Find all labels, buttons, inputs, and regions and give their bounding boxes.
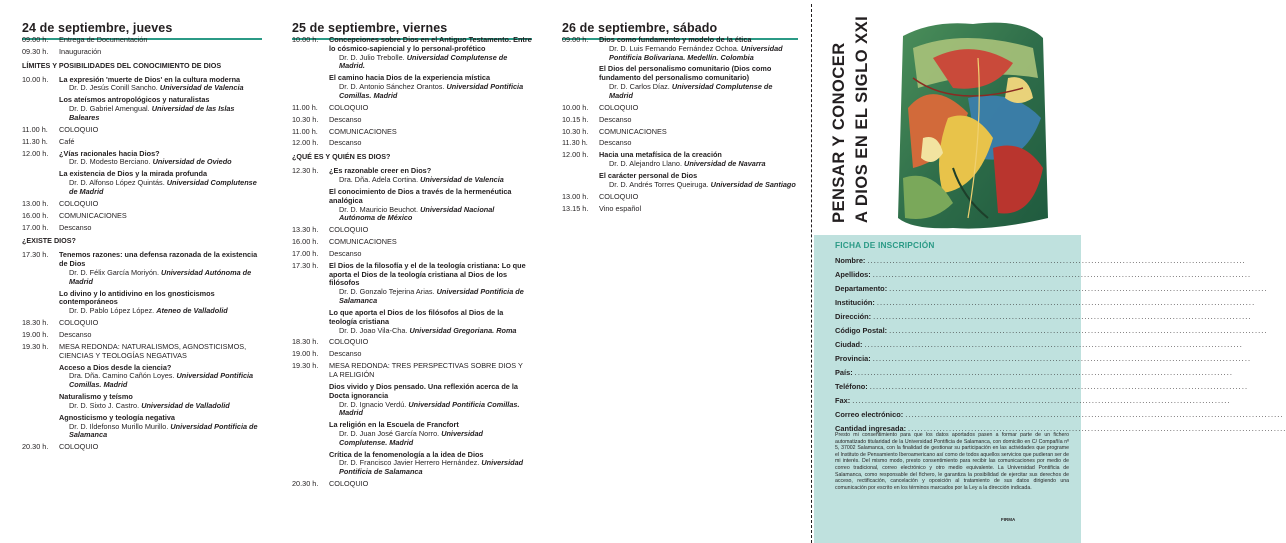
item-speaker bbox=[59, 158, 262, 167]
item-time bbox=[562, 172, 599, 190]
item-time: 19.00 h. bbox=[292, 349, 319, 359]
speaker-name: Dr. D. Gonzalo Tejerina Arias. bbox=[339, 287, 435, 297]
item-time: 09.00 h. bbox=[562, 35, 589, 44]
speaker-institution: Universidad Pontificia de Salamanca bbox=[339, 287, 524, 306]
speaker-institution: Universidad Gregoriana. Roma bbox=[409, 325, 517, 335]
speaker-name: Dr. D. Pablo López López. bbox=[69, 306, 155, 316]
speaker-institution: Universidad Pontificia Bolivariana. Medellín. Colombia bbox=[609, 43, 783, 62]
item-time: 18.30 h. bbox=[292, 337, 319, 347]
form-field-label: Nombre: bbox=[835, 256, 866, 265]
item-title: Descanso bbox=[59, 222, 92, 232]
item-time: 10.15 h. bbox=[562, 114, 589, 124]
schedule-item bbox=[22, 251, 262, 286]
item-speaker bbox=[59, 105, 262, 123]
item-time: 13.15 h. bbox=[562, 203, 589, 213]
cover-title-line1: PENSAR Y CONOCER bbox=[830, 42, 848, 223]
schedule-item bbox=[292, 238, 532, 247]
item-title: Descanso bbox=[329, 138, 362, 148]
schedule-item bbox=[292, 116, 532, 125]
schedule-item bbox=[292, 383, 532, 418]
day-column-friday bbox=[292, 0, 532, 492]
item-title: Descanso bbox=[329, 349, 362, 359]
form-title: FICHA DE INSCRIPCIÓN bbox=[835, 240, 935, 250]
item-time: 09.30 h. bbox=[22, 46, 49, 56]
item-speaker bbox=[599, 83, 798, 101]
speaker-name: Dr. D. Joao Vila-Cha. bbox=[339, 325, 408, 335]
form-field-blank[interactable]: ........................................................................................................................ bbox=[873, 312, 1252, 321]
speaker-name: Dr. D. Luis Fernando Fernández Ochoa. bbox=[609, 43, 739, 53]
item-time: 11.00 h. bbox=[22, 124, 48, 134]
speaker-name: Dr. D. Andrés Torres Queiruga. bbox=[609, 179, 709, 189]
form-field[interactable] bbox=[835, 368, 1234, 377]
day-column-saturday bbox=[562, 0, 798, 216]
schedule-item bbox=[562, 104, 798, 113]
item-speaker bbox=[59, 372, 262, 390]
schedule-item bbox=[22, 138, 262, 147]
schedule-item bbox=[562, 36, 798, 62]
item-title: Descanso bbox=[329, 248, 362, 258]
schedule-item bbox=[562, 193, 798, 202]
speaker-institution: Universidad Pontificia de Salamanca bbox=[339, 458, 524, 477]
form-field-label: Teléfono: bbox=[835, 382, 868, 391]
item-title: Naturalismo y teísmo bbox=[59, 392, 133, 402]
item-title: ¿Es razonable creer en Dios? bbox=[329, 166, 432, 176]
item-title: COLOQUIO bbox=[59, 124, 99, 134]
item-time: 19.30 h. bbox=[292, 361, 319, 371]
speaker-name: Dr. D. Alfonso López Quintás. bbox=[69, 178, 165, 188]
form-field[interactable] bbox=[835, 396, 1231, 405]
section-heading: LÍMITES Y POSIBILIDADES DEL CONOCIMIENTO DE DIOS bbox=[22, 60, 222, 70]
form-field-label: País: bbox=[835, 368, 853, 377]
item-title: COLOQUIO bbox=[59, 198, 99, 208]
speaker-institution: Universidad Complutense de Madrid bbox=[69, 178, 257, 196]
form-field-blank[interactable]: ........................................................................................................................ bbox=[852, 396, 1231, 405]
form-field-blank[interactable]: ........................................................................................................................ bbox=[867, 256, 1246, 265]
item-time bbox=[22, 364, 59, 390]
item-time bbox=[292, 188, 329, 223]
form-field-blank[interactable]: ........................................................................................................................ bbox=[869, 382, 1249, 391]
form-field[interactable] bbox=[835, 340, 1243, 349]
item-title: Lo divino y lo antidivino en los gnosticismos contemporáneos bbox=[59, 288, 215, 307]
day-title: 26 de septiembre, sábado bbox=[562, 0, 798, 36]
form-field-label: Departamento: bbox=[835, 284, 888, 293]
item-time: 17.00 h. bbox=[292, 248, 319, 258]
item-title: COMUNICACIONES bbox=[329, 126, 397, 136]
speaker-institution: Universidad de Valladolid bbox=[141, 400, 230, 410]
speaker-name: Dr. D. Sixto J. Castro. bbox=[69, 400, 140, 410]
form-field-label: Apellidos: bbox=[835, 270, 871, 279]
item-title: Dios como fundamento y modelo de la ética bbox=[599, 35, 752, 44]
item-time: 20.30 h. bbox=[292, 479, 319, 489]
form-field[interactable] bbox=[835, 312, 1252, 321]
item-speaker bbox=[329, 83, 532, 101]
item-time: 13.30 h. bbox=[292, 225, 319, 235]
form-field-label: Cantidad ingresada: bbox=[835, 424, 907, 433]
item-time bbox=[292, 451, 329, 477]
item-title: El carácter personal de Dios bbox=[599, 171, 698, 181]
schedule-item bbox=[292, 480, 532, 489]
speaker-institution: Universidad Complutense de Madrid. bbox=[339, 52, 508, 71]
speaker-name: Dr. D. Félix García Moriyón. bbox=[69, 267, 160, 277]
item-title: Crítica de la fenomenología a la idea de Dios bbox=[329, 449, 484, 459]
item-time: 12.00 h. bbox=[22, 148, 49, 158]
schedule-item bbox=[562, 139, 798, 148]
speaker-name: Dra. Dña. Camino Cañón Loyes. bbox=[69, 371, 175, 381]
schedule-item bbox=[292, 262, 532, 306]
item-title: El Dios de la filosofía y el de la teología cristiana: Lo que aporta el Dios de la teología cristiana al Dios de los filósofos bbox=[329, 260, 526, 288]
speaker-name: Dr. D. Alejandro Llano. bbox=[609, 159, 683, 169]
form-field-blank[interactable]: ........................................................................................................................ bbox=[889, 284, 1268, 293]
form-field-label: Fax: bbox=[835, 396, 851, 405]
legal-notice: Presto mi consentimiento para que los datos aportados pasen a formar parte de un fichero automatizado titularidad de la Universidad Pontificia de Salamanca, con domicilio en C/ Compañía nº 5, 37002 Salamanca, con la finalidad de gestionar su participación en las actividades que programe el Instituto de Pensamiento Iberoamericano así como de todos aquellos servicios que pudieran ser de mi interés. Del mismo modo, presto consentimiento para recibir las comunicaciones por medio de correo tradicional, correo electrónico y otro medio equivalente. La Universidad Pontificia de Salamanca, como responsable del fichero, le garantiza la posibilidad de ejercitar sus derechos de acceso, rectificación, cancelación y oposición al tratamiento de sus datos dirigiendo una comunicación por escrito en los términos marcados por la Ley a la dirección indicada. bbox=[835, 432, 1069, 491]
form-field-label: Provincia: bbox=[835, 354, 871, 363]
item-speaker bbox=[329, 54, 532, 72]
speaker-institution: Universidad de Valencia bbox=[159, 83, 244, 93]
cover-artwork-image bbox=[893, 18, 1050, 231]
schedule-item bbox=[292, 451, 532, 477]
speaker-institution: Universidad de las Islas Baleares bbox=[69, 104, 235, 122]
schedule-item bbox=[292, 338, 532, 347]
schedule-item bbox=[562, 116, 798, 125]
item-title: COLOQUIO bbox=[329, 337, 369, 347]
item-title: COMUNICACIONES bbox=[329, 237, 397, 247]
form-field[interactable] bbox=[835, 410, 1284, 419]
form-field[interactable] bbox=[835, 326, 1268, 335]
item-speaker bbox=[59, 269, 262, 287]
item-speaker bbox=[59, 423, 262, 441]
item-time: 11.00 h. bbox=[292, 126, 318, 136]
item-time: 10.30 h. bbox=[292, 114, 319, 124]
speaker-institution: Universidad Pontificia de Salamanca bbox=[69, 421, 258, 440]
item-title: COLOQUIO bbox=[329, 225, 369, 235]
cover-title-line2: A DIOS EN EL SIGLO XXI bbox=[853, 15, 871, 223]
speaker-institution: Universidad de Santiago bbox=[710, 179, 796, 189]
speaker-institution: Universidad Complutense de Madrid bbox=[609, 82, 773, 100]
section-heading: ¿QUÉ ES Y QUIÉN ES DIOS? bbox=[292, 152, 391, 162]
speaker-institution: Universidad Complutense. Madrid bbox=[339, 428, 483, 447]
item-title: Vino español bbox=[599, 203, 642, 213]
form-field-blank[interactable]: ........................................................................................................................ bbox=[908, 424, 1286, 433]
schedule-item bbox=[22, 48, 262, 57]
item-title: La existencia de Dios y la mirada profunda bbox=[59, 169, 208, 179]
schedule-item bbox=[22, 393, 262, 411]
item-title: Inauguración bbox=[59, 46, 102, 56]
item-speaker bbox=[329, 288, 532, 306]
item-time: 11.30 h. bbox=[562, 138, 588, 148]
item-time bbox=[562, 65, 599, 100]
item-title: MESA REDONDA: NATURALISMOS, AGNOSTICISMOS, CIENCIAS Y TEOLOGÍAS NEGATIVAS bbox=[59, 341, 247, 360]
schedule-item bbox=[22, 212, 262, 221]
day-column-thursday bbox=[22, 0, 262, 455]
schedule-item bbox=[22, 170, 262, 196]
signature-label: FIRMA bbox=[1001, 517, 1016, 522]
speaker-name: Dr. D. Carlos Díaz. bbox=[609, 82, 670, 92]
schedule-item bbox=[22, 200, 262, 209]
item-title: Concepciones sobre Dios en el Antiguo Testamento. Entre lo cósmico-sapiencial y lo personal-profético bbox=[329, 35, 532, 53]
item-title: Descanso bbox=[599, 138, 632, 148]
registration-form bbox=[814, 235, 1286, 543]
item-speaker bbox=[599, 160, 798, 169]
speaker-name: Dr. D. Gabriel Amengual. bbox=[69, 104, 150, 114]
form-field-blank[interactable]: ........................................................................................................................ bbox=[854, 368, 1234, 377]
schedule-item bbox=[22, 331, 262, 340]
form-field-blank[interactable]: ........................................................................................................................ bbox=[864, 340, 1243, 349]
item-time: 17.30 h. bbox=[292, 260, 319, 270]
schedule-item bbox=[292, 226, 532, 235]
speaker-name: Dr. D. Julio Trebolle. bbox=[339, 52, 405, 62]
item-time: 16.00 h. bbox=[22, 210, 49, 220]
item-speaker bbox=[329, 401, 532, 419]
speaker-name: Dr. D. Modesto Berciano. bbox=[69, 157, 151, 167]
item-time: 19.00 h. bbox=[22, 330, 49, 340]
item-title: COLOQUIO bbox=[329, 479, 369, 489]
speaker-institution: Universidad Nacional Autónoma de México bbox=[339, 204, 495, 223]
cut-line bbox=[811, 4, 812, 543]
schedule-item bbox=[22, 414, 262, 440]
item-title: Descanso bbox=[329, 114, 362, 124]
schedule-item bbox=[562, 128, 798, 137]
schedule-item bbox=[562, 65, 798, 100]
form-field-label: Código Postal: bbox=[835, 326, 888, 335]
speaker-institution: Universidad Autónoma de Madrid bbox=[69, 267, 252, 286]
item-time: 12.30 h. bbox=[292, 166, 319, 176]
item-time bbox=[292, 421, 329, 447]
item-title: COLOQUIO bbox=[59, 442, 99, 452]
form-field-label: Institución: bbox=[835, 298, 875, 307]
schedule-item bbox=[292, 167, 532, 185]
item-title: Tenemos razones: una defensa razonada de la existencia de Dios bbox=[59, 250, 258, 269]
item-title: ¿Vías racionales hacia Dios? bbox=[59, 148, 160, 158]
item-time: 20.30 h. bbox=[22, 442, 49, 452]
item-title: Acceso a Dios desde la ciencia? bbox=[59, 362, 172, 372]
item-time bbox=[292, 383, 329, 418]
speaker-institution: Universidad de Valencia bbox=[420, 175, 504, 185]
item-title: El conocimiento de Dios a través de la hermenéutica analógica bbox=[329, 186, 512, 205]
item-speaker bbox=[329, 206, 532, 224]
item-speaker bbox=[329, 327, 532, 336]
item-speaker bbox=[59, 179, 262, 197]
form-field-label: Ciudad: bbox=[835, 340, 863, 349]
item-title: La religión en la Escuela de Francfort bbox=[329, 420, 459, 430]
item-title: MESA REDONDA: TRES PERSPECTIVAS SOBRE DIOS Y LA RELIGIÓN bbox=[329, 361, 523, 380]
schedule-item bbox=[22, 319, 262, 328]
speaker-name: Dr. D. Antonio Sánchez Orantos. bbox=[339, 82, 445, 92]
item-time bbox=[22, 96, 59, 122]
item-time: 10.30 h. bbox=[562, 126, 589, 136]
item-speaker bbox=[599, 45, 798, 63]
speaker-institution: Universidad Pontificia Comillas. Madrid bbox=[69, 371, 254, 390]
schedule-item bbox=[22, 36, 262, 45]
item-time: 17.00 h. bbox=[22, 222, 49, 232]
item-time: 11.30 h. bbox=[22, 136, 48, 146]
form-field[interactable] bbox=[835, 382, 1249, 391]
item-time bbox=[22, 393, 59, 411]
speaker-name: Dr. D. Mauricio Beuchot. bbox=[339, 204, 419, 214]
schedule-item bbox=[292, 362, 532, 380]
item-speaker bbox=[59, 307, 262, 316]
form-field-blank[interactable]: ........................................................................................................................ bbox=[889, 326, 1268, 335]
item-title: Lo que aporta el Dios de los filósofos al Dios de la teología cristiana bbox=[329, 307, 504, 326]
item-title: Descanso bbox=[599, 114, 632, 124]
speaker-name: Dr. D. Ignacio Verdú. bbox=[339, 399, 407, 409]
item-time bbox=[22, 170, 59, 196]
item-title: COLOQUIO bbox=[599, 102, 639, 112]
schedule-item bbox=[22, 126, 262, 135]
schedule-item bbox=[292, 36, 532, 71]
item-title: COMUNICACIONES bbox=[59, 210, 127, 220]
schedule-item bbox=[22, 96, 262, 122]
item-title: Dios vivido y Dios pensado. Una reflexión acerca de la Docta ignorancia bbox=[329, 381, 518, 400]
item-time: 18.30 h. bbox=[22, 318, 49, 328]
form-field-label: Dirección: bbox=[835, 312, 872, 321]
schedule-item bbox=[292, 309, 532, 335]
schedule-item bbox=[22, 364, 262, 390]
item-title: El Dios del personalismo comunitario (Dios como fundamento del personalismo comunitario) bbox=[599, 64, 772, 83]
speaker-institution: Universidad de Oviedo bbox=[152, 157, 232, 167]
speaker-name: Dr. D. Ildefonso Murillo Murillo. bbox=[69, 421, 169, 431]
speaker-name: Dra. Dña. Adela Cortina. bbox=[339, 175, 419, 185]
form-field[interactable] bbox=[835, 354, 1252, 363]
form-field-blank[interactable]: ........................................................................................................................ bbox=[876, 298, 1256, 307]
form-field-blank[interactable]: ........................................................................................................................ bbox=[905, 410, 1284, 419]
item-time bbox=[292, 74, 329, 100]
form-field[interactable] bbox=[835, 256, 1246, 265]
item-time: 09.00 h. bbox=[22, 35, 49, 44]
item-time: 19.30 h. bbox=[22, 341, 49, 351]
form-field[interactable] bbox=[835, 284, 1268, 293]
item-time: 17.30 h. bbox=[22, 250, 49, 260]
speaker-name: Dr. D. Jesús Conill Sancho. bbox=[69, 83, 158, 93]
item-time: 12.00 h. bbox=[292, 138, 319, 148]
schedule-item bbox=[292, 188, 532, 223]
item-title: Café bbox=[59, 136, 75, 146]
schedule-item bbox=[292, 350, 532, 359]
item-title: Hacia una metafísica de la creación bbox=[599, 150, 722, 160]
item-time bbox=[22, 414, 59, 440]
form-field[interactable] bbox=[835, 298, 1256, 307]
item-time: 10.00 h. bbox=[562, 102, 589, 112]
speaker-name: Dr. D. Juan José García Norro. bbox=[339, 428, 440, 438]
item-time: 13.00 h. bbox=[562, 191, 589, 201]
item-speaker bbox=[599, 181, 798, 190]
form-field-blank[interactable]: ........................................................................................................................ bbox=[872, 270, 1252, 279]
speaker-institution: Universidad Pontificia Comillas. Madrid bbox=[339, 82, 524, 100]
schedule-item bbox=[22, 224, 262, 233]
item-time bbox=[292, 309, 329, 335]
schedule-item bbox=[562, 151, 798, 169]
schedule-item bbox=[22, 150, 262, 168]
item-speaker bbox=[329, 430, 532, 448]
form-field-label: Correo electrónico: bbox=[835, 410, 904, 419]
item-time: 10.00 h. bbox=[292, 35, 319, 44]
item-title: Los ateísmos antropológicos y naturalistas bbox=[59, 95, 210, 105]
schedule-item bbox=[292, 128, 532, 137]
item-title: COLOQUIO bbox=[329, 102, 369, 112]
item-title: Descanso bbox=[59, 330, 92, 340]
item-speaker bbox=[329, 459, 532, 477]
item-title: El camino hacia Dios de la experiencia mística bbox=[329, 73, 491, 83]
cover-title bbox=[828, 15, 888, 228]
schedule-item bbox=[22, 76, 262, 94]
form-field[interactable] bbox=[835, 270, 1252, 279]
item-title: Entrega de Documentación bbox=[59, 35, 148, 44]
item-time: 16.00 h. bbox=[292, 237, 319, 247]
schedule-item bbox=[22, 443, 262, 452]
schedule-item bbox=[292, 104, 532, 113]
item-speaker bbox=[59, 84, 262, 93]
schedule-item bbox=[292, 421, 532, 447]
item-title: La expresión 'muerte de Dios' en la cultura moderna bbox=[59, 74, 241, 84]
schedule-item bbox=[292, 74, 532, 100]
item-speaker bbox=[59, 402, 262, 411]
item-time: 13.00 h. bbox=[22, 198, 49, 208]
item-speaker bbox=[329, 176, 532, 185]
speaker-institution: Universidad de Navarra bbox=[684, 159, 766, 169]
item-time bbox=[22, 290, 59, 316]
item-time: 10.00 h. bbox=[22, 74, 49, 84]
item-title: COLOQUIO bbox=[599, 191, 639, 201]
speaker-name: Dr. D. Francisco Javier Herrero Hernández. bbox=[339, 458, 480, 468]
item-time: 11.00 h. bbox=[292, 102, 318, 112]
section-heading: ¿EXISTE DIOS? bbox=[22, 236, 76, 246]
item-title: COLOQUIO bbox=[59, 318, 99, 328]
day-title: 24 de septiembre, jueves bbox=[22, 0, 262, 36]
schedule-item bbox=[292, 139, 532, 148]
item-time: 12.00 h. bbox=[562, 150, 589, 160]
schedule-item bbox=[562, 172, 798, 190]
speaker-institution: Universidad Pontificia Comillas. Madrid bbox=[339, 399, 520, 418]
day-title: 25 de septiembre, viernes bbox=[292, 0, 532, 36]
speaker-institution: Ateneo de Valladolid bbox=[156, 306, 228, 316]
item-title: Agnosticismo y teología negativa bbox=[59, 412, 175, 422]
schedule-item bbox=[562, 205, 798, 214]
schedule-item bbox=[22, 290, 262, 316]
form-field-blank[interactable]: ........................................................................................................................ bbox=[872, 354, 1252, 363]
item-title: COMUNICACIONES bbox=[599, 126, 667, 136]
schedule-item bbox=[292, 250, 532, 259]
schedule-item bbox=[22, 343, 262, 361]
